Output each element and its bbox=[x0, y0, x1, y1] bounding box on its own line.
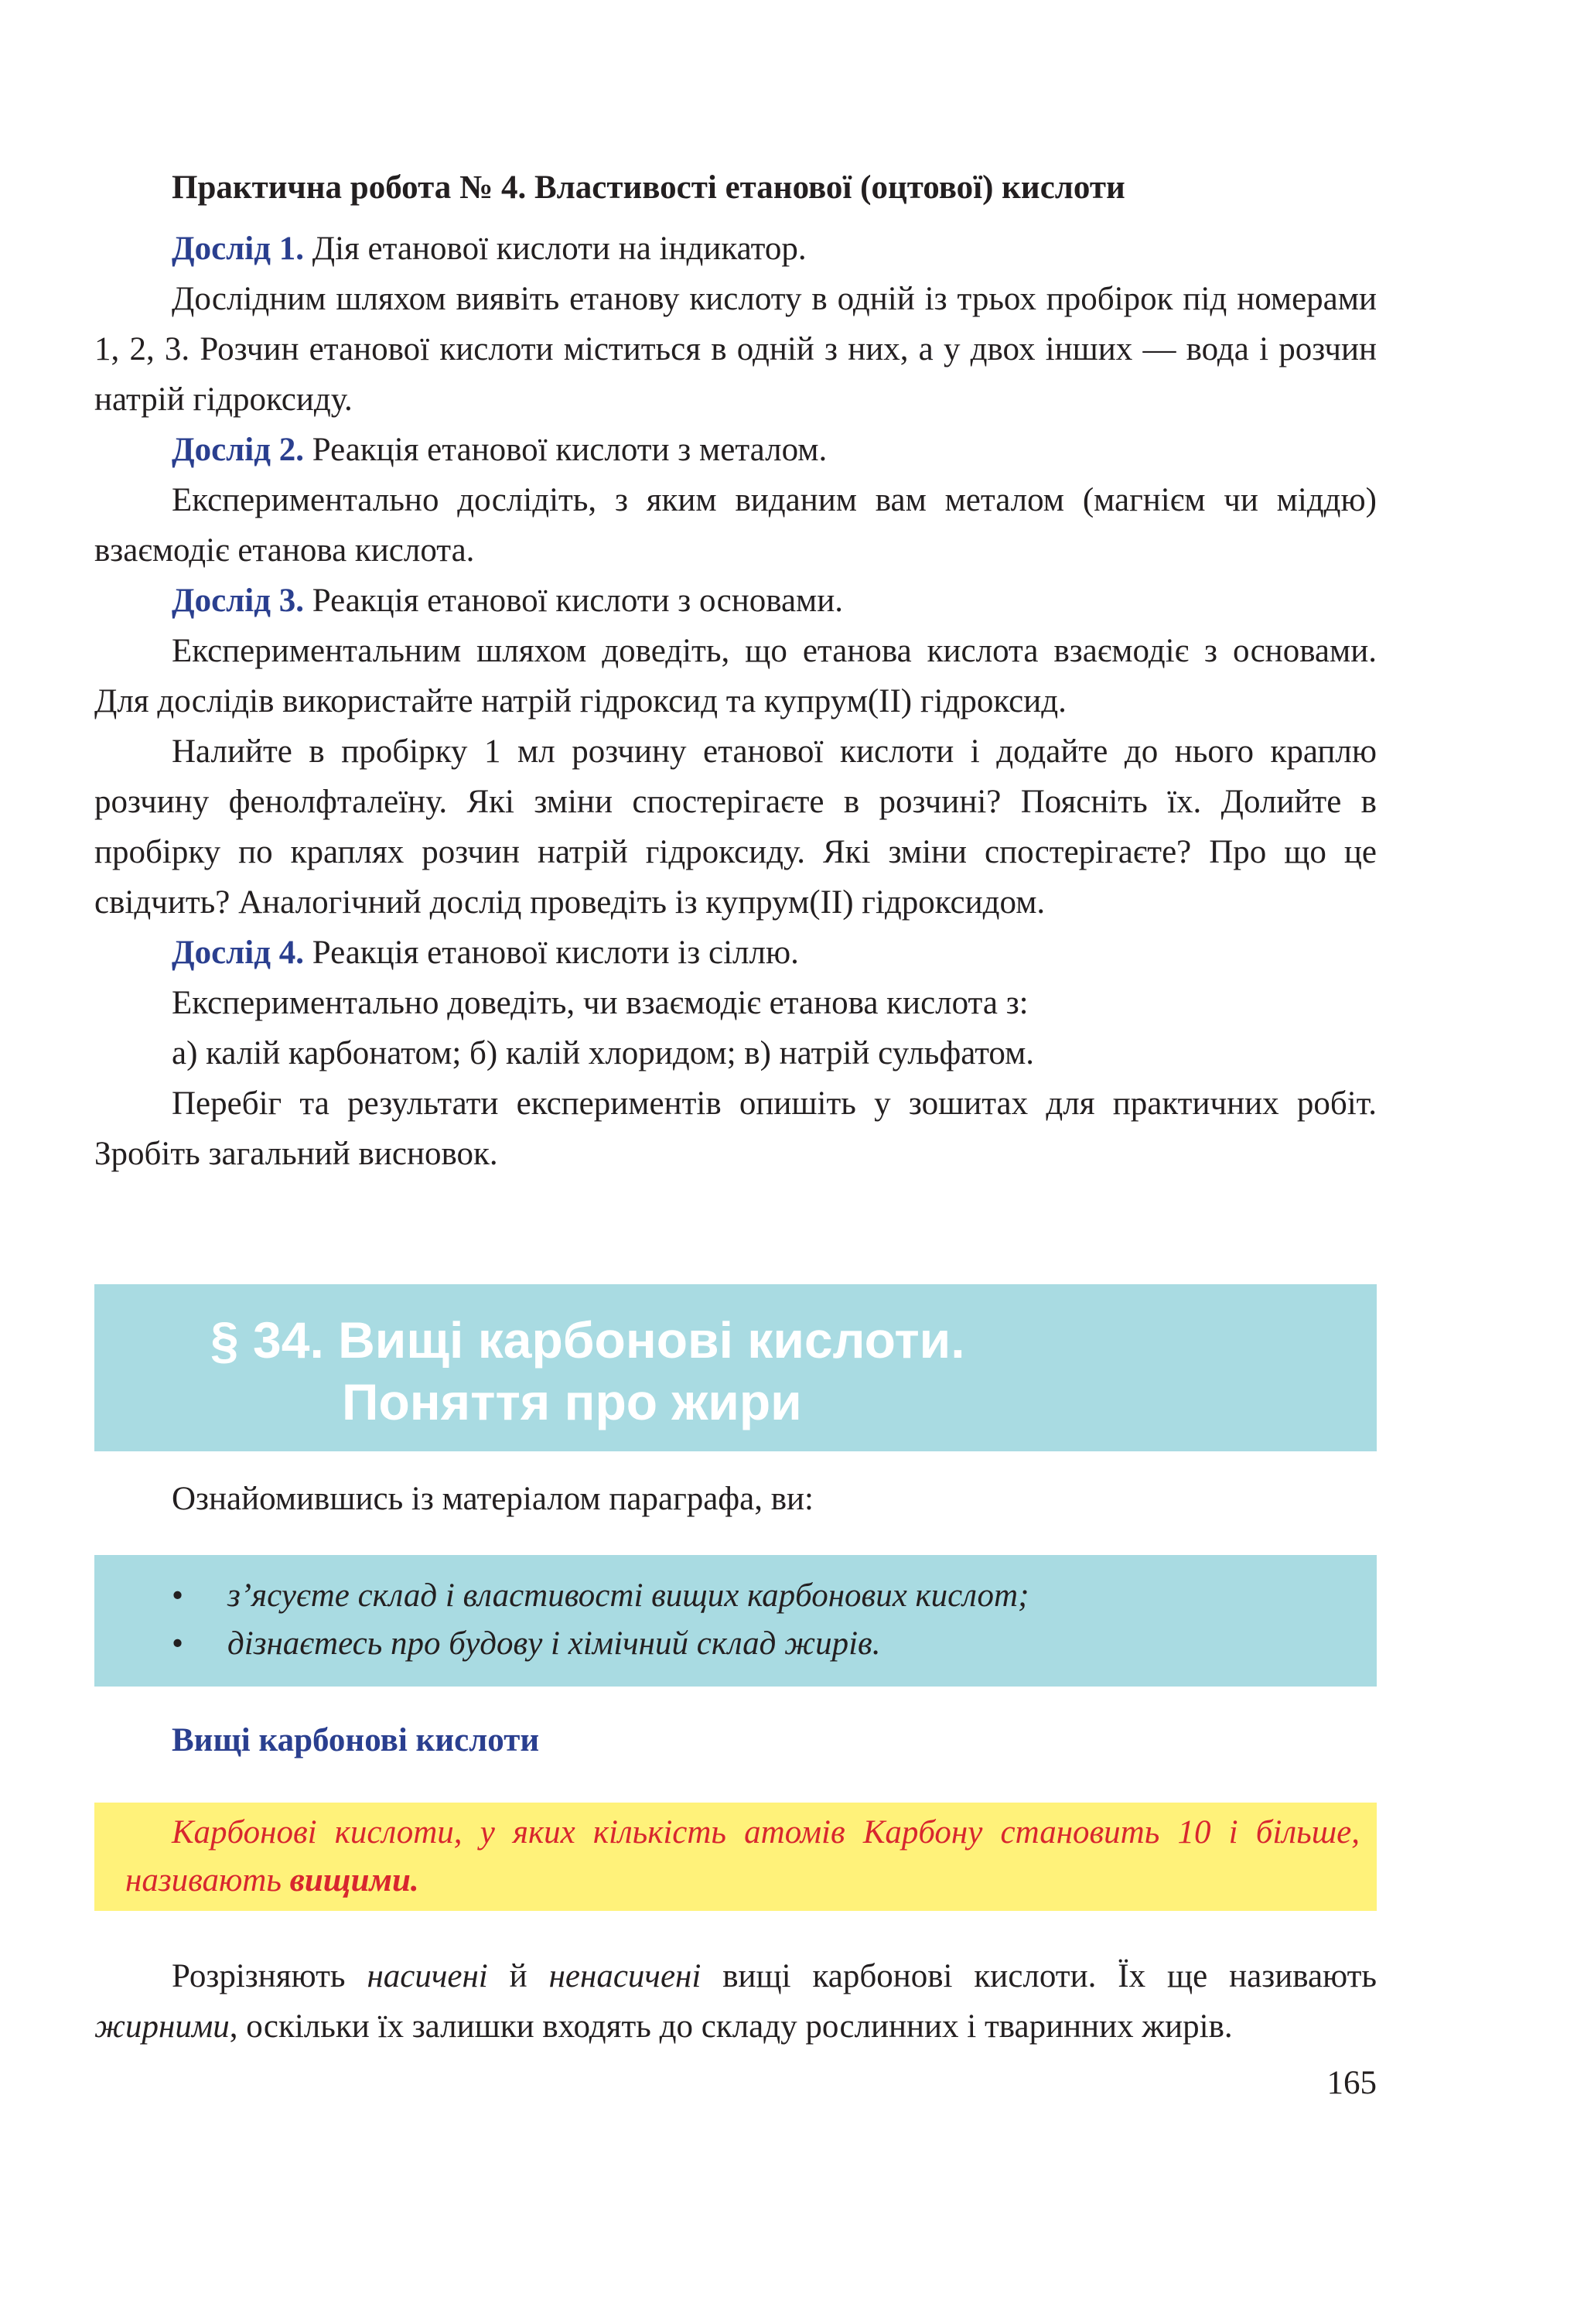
goal-item bbox=[172, 1620, 1377, 1668]
definition-box bbox=[94, 1803, 1377, 1911]
experiment-4-list: а) калій карбонатом; б) калій хлоридом; в) натрій сульфатом. bbox=[172, 1035, 1035, 1071]
experiment-4-text: Експериментально доведіть, чи взаємодіє етанова кислота з: bbox=[172, 985, 1029, 1021]
section-header bbox=[94, 1284, 1377, 1451]
body-paragraph bbox=[94, 1951, 1377, 2052]
section-intro: Ознайомившись із матеріалом параграфа, ви: bbox=[172, 1481, 814, 1517]
practical-title: Практична робота № 4. Властивості етанової (оцтової) кислоти bbox=[172, 169, 1125, 206]
term-fatty: жирними bbox=[94, 2008, 230, 2045]
text-run: вищі карбонові кислоти. Їх ще називають bbox=[701, 1958, 1377, 1994]
term-unsaturated: ненасичені bbox=[548, 1958, 702, 1994]
goal-text: з’ясуєте склад і властивості вищих карбонових кислот; bbox=[227, 1577, 1029, 1614]
bullet-icon: • bbox=[172, 1577, 184, 1614]
experiment-4-title: Реакція етанової кислоти із сіллю. bbox=[304, 935, 799, 971]
page-number: 165 bbox=[1326, 2065, 1377, 2101]
practical-work bbox=[94, 162, 1377, 1179]
definition-body: Карбонові кислоти, у яких кількість атомів Карбону становить 10 і більше, називають bbox=[125, 1814, 1360, 1899]
experiment-3-heading bbox=[94, 576, 1377, 626]
experiment-1-heading bbox=[94, 224, 1377, 274]
experiment-4-heading bbox=[94, 928, 1377, 978]
experiment-1-title: Дія етанової кислоти на індикатор. bbox=[304, 231, 807, 267]
experiment-3-label: Дослід 3. bbox=[172, 583, 304, 619]
experiment-2-text: Експериментально дослідіть, з яким виданим вам металом (магнієм чи міддю) взаємодіє етанова кислота. bbox=[94, 482, 1377, 569]
goal-item bbox=[172, 1572, 1377, 1620]
experiment-2-title: Реакція етанової кислоти з металом. bbox=[304, 432, 828, 468]
term-saturated: насичені bbox=[367, 1958, 488, 1994]
definition-term: вищими. bbox=[289, 1862, 419, 1899]
section-title-line-2: Поняття про жири bbox=[342, 1373, 802, 1430]
section-title bbox=[210, 1309, 965, 1433]
experiment-3-procedure: Налийте в пробірку 1 мл розчину етанової кислоти і додайте до нього краплю розчину фенолфталеїну. Які зміни спостерігаєте в розчині? Поясніть їх. Долийте в пробірку по краплях розчин натрій гідроксиду. Які зміни спостерігаєте? Про що це свідчить? Аналогічний дослід проведіть із купрум(ІІ) гідроксидом. bbox=[94, 733, 1377, 921]
definition-text bbox=[94, 1803, 1377, 1905]
experiment-3-title: Реакція етанової кислоти з основами. bbox=[304, 583, 844, 619]
experiment-2-label: Дослід 2. bbox=[172, 432, 304, 468]
text-run: й bbox=[487, 1958, 549, 1994]
experiment-2-heading bbox=[94, 425, 1377, 475]
goal-text: дізнаєтесь про будову і хімічний склад жирів. bbox=[227, 1625, 881, 1662]
learning-goals bbox=[94, 1555, 1377, 1687]
subheading: Вищі карбонові кислоти bbox=[172, 1722, 540, 1758]
practical-conclusion: Перебіг та результати експериментів опишіть у зошитах для практичних робіт. Зробіть загальний висновок. bbox=[94, 1085, 1377, 1172]
experiment-4-label: Дослід 4. bbox=[172, 935, 304, 971]
bullet-icon: • bbox=[172, 1625, 184, 1662]
text-run: , оскільки їх залишки входять до складу рослинних і тваринних жирів. bbox=[229, 2008, 1233, 2045]
experiment-1-label: Дослід 1. bbox=[172, 231, 304, 267]
experiment-3-text: Експериментальним шляхом доведіть, що етанова кислота взаємодіє з основами. Для дослідів використайте натрій гідроксид та купрум(ІІ) гідроксид. bbox=[94, 633, 1377, 719]
experiment-1-text: Дослідним шляхом виявіть етанову кислоту в одній із трьох пробірок під номерами 1, 2, 3. Розчин етанової кислоти міститься в одній з них, а у двох інших — вода і розчин натрій гідроксиду. bbox=[94, 281, 1377, 418]
text-run: Розрізняють bbox=[172, 1958, 367, 1994]
section-title-line-1: § 34. Вищі карбонові кислоти. bbox=[210, 1311, 965, 1369]
